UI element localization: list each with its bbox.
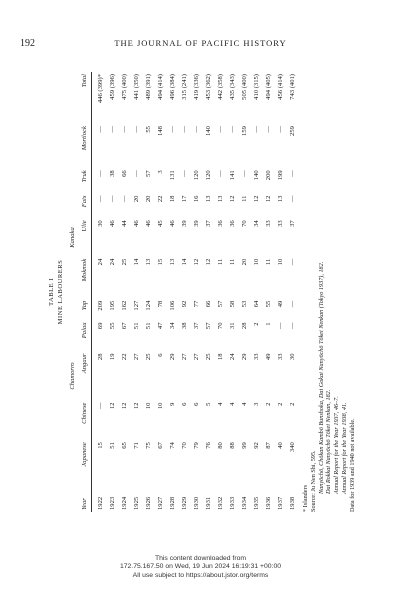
table-cell: 13 [168,258,176,266]
table-cell: 2 [288,402,296,406]
table-cell: 1934 [240,496,248,510]
table-row [239,72,251,512]
table-cell: 27 [180,353,188,361]
column-header: Japanese [80,442,88,467]
table-cell: 13 [276,195,284,203]
table-cell: 1925 [132,496,140,510]
table-cell: 69 [96,322,104,330]
table-cell: 75 [144,442,152,449]
table-cell: — [228,126,236,133]
table-cell: 33 [276,353,284,361]
table-cell: 37 [192,322,200,330]
table-cell: 9 [168,402,176,406]
table-cell: 10 [276,258,284,266]
table-cell: — [168,126,176,133]
table-cell: 49 [276,300,284,308]
table-cell: 46 [132,220,140,227]
table-cell: 46 [108,220,116,227]
table-row [203,72,215,512]
table-cell: 87 [264,442,272,449]
table-cell: 200 [264,170,272,181]
table-cell: 16 [192,195,200,203]
table-cell: 70 [240,220,248,227]
table-cell: 496 (384) [168,74,176,100]
table-cell: — [216,126,224,133]
column-header: Palau [80,322,88,339]
note-islanders: * Islanders [302,485,310,512]
table-cell: 80 [216,442,224,449]
table-row [155,72,167,512]
table-cell: 78 [156,300,164,308]
table-cell: 475 (400) [120,74,128,100]
table-cell: 99 [240,442,248,449]
table-cell: 39 [180,220,188,227]
table-cell: 11 [228,258,236,266]
table-cell: 141 [228,170,236,181]
table-cell: 51 [108,442,116,449]
table-cell: 4 [228,402,236,406]
table-cell: 70 [180,442,188,449]
table-cell: 148 [156,126,164,136]
table-cell: 459 (396) [108,74,116,100]
column-header: Ulie [80,220,88,232]
table-cell: — [252,126,260,133]
table-cell: 12 [228,195,236,203]
table-cell: 66 [204,300,212,308]
table-cell: 13 [204,195,212,203]
column-header: Fais [80,195,88,208]
table-cell: 19 [108,353,116,361]
table-row [287,72,299,512]
table-cell: 27 [192,353,200,361]
table-subtitle: MINE LABOURERS [56,259,64,325]
table-cell: 47 [156,322,164,330]
table-cell: 456 (414) [276,74,284,100]
table-cell: 1937 [276,496,284,510]
table-cell: 67 [156,442,164,449]
table-cell: — [132,170,140,177]
note-source-item: Annual Report for the Year 1938, 41. [340,402,348,494]
note-source-item: Ju Nen Shi, 595. [309,450,317,492]
table-cell: 5 [204,402,212,406]
table-cell: 38 [180,322,188,330]
table-cell: 57 [216,300,224,308]
table-cell: — [288,170,296,177]
table-cell: 12 [108,402,116,410]
table-cell: 77 [192,300,200,308]
note-source-item: Annual Report for the Year 1937, 46–7. [333,396,341,494]
table-cell: 120 [204,170,212,181]
table-cell: 46 [168,220,176,227]
note-source-item: Dai Rokkai Nanyōchō Tōkei Nenkan, 182. [325,389,333,494]
table-cell: 51 [132,322,140,330]
table-cell: — [276,126,284,133]
table-cell: 40 [276,442,284,449]
table-header [68,72,92,512]
table-cell: 18 [216,353,224,361]
table-cell: — [96,195,104,203]
table-cell: 25 [120,258,128,266]
table-cell: 12 [252,195,260,203]
table-cell: 195 [108,300,116,311]
table-cell: 15 [156,258,164,266]
table-cell: 6 [156,353,164,357]
column-header: Angaur [80,353,88,374]
jstor-footer [0,555,401,580]
table-cell: — [120,126,128,133]
table-cell: 12 [204,258,212,266]
table-cell: — [288,300,296,308]
table-cell: 33 [252,353,260,361]
table-cell: 1931 [204,496,212,510]
table-cell: 419 (336) [192,74,200,100]
table-cell: 1922 [96,496,104,510]
table-cell: 12 [120,402,128,410]
table-cell: 435 (343) [228,74,236,100]
table-cell: — [108,126,116,133]
table-cell: 340 [288,442,296,453]
table-cell: 55 [264,300,272,308]
table-cell: 10 [252,258,260,266]
table-cell: — [108,195,116,203]
table-body [92,72,300,512]
column-header-row [79,72,92,512]
table-cell: 1936 [264,496,272,510]
table-cell: 12 [264,195,272,203]
group-header-row [68,72,79,512]
table-cell: 124 [144,300,152,311]
table-cell: 2 [264,402,272,406]
table-cell: 446 (399)* [96,74,104,104]
table-cell: 2 [252,322,260,326]
table-cell: 79 [192,442,200,449]
table-cell: 36 [216,220,224,227]
note-data-availability: Data for 1939 and 1940 not available. [348,418,356,512]
table-cell: 494 (405) [264,74,272,100]
table-cell: 57 [204,322,212,330]
group-header-kanaka: Kanaka [69,227,77,248]
table-cell: 51 [144,322,152,330]
table-cell: 441 (350) [132,74,140,100]
table-row [95,72,107,512]
note-source-line [310,72,318,512]
table-cell: 20 [240,258,248,266]
table-cell: — [132,126,140,133]
table-cell: — [96,402,104,410]
table-cell: 25 [144,353,152,361]
table-cell: 24 [228,353,236,361]
table-cell: 1 [264,322,272,326]
table-cell: 159 [240,126,248,136]
table-cell: 4 [216,402,224,406]
column-header: Mokmok [80,258,88,282]
table-cell: 489 (391) [144,74,152,100]
table-cell: 18 [168,195,176,203]
table-cell: 13 [216,195,224,203]
table-cell: 505 (400) [240,74,248,100]
table-cell: — [216,170,224,177]
table-cell: — [288,195,296,203]
table-row [215,72,227,512]
table-title: TABLE I [48,277,55,307]
table-cell: 46 [144,220,152,227]
note-source-label: Source: [309,493,317,512]
table-cell: 494 (414) [156,74,164,100]
table-row [263,72,275,512]
table-cell: 45 [156,220,164,227]
table-cell: 3 [156,170,164,174]
table-cell: 34 [252,220,260,227]
table-cell: 44 [120,220,128,227]
table-cell: 6 [180,402,188,406]
table-cell: 140 [252,170,260,181]
table-cell: 442 (358) [216,74,224,100]
table-cell: 12 [192,258,200,266]
table-cell: 1929 [180,496,188,510]
table-cell: 49 [264,353,272,361]
table-row [191,72,203,512]
table-cell: 10 [144,402,152,410]
table-cell: 24 [108,258,116,266]
table-cell: 1930 [192,496,200,510]
mine-labourers-table [68,72,299,512]
table-cell: 66 [120,170,128,177]
table-cell: 55 [108,322,116,330]
table-cell: 127 [132,300,140,311]
table-cell: 29 [240,353,248,361]
table-row [179,72,191,512]
table-cell: 259 [288,126,296,136]
table-cell: 3 [252,402,260,406]
table-cell: 58 [228,300,236,308]
table-row [119,72,131,512]
table-cell: 106 [168,300,176,311]
table-cell: 6 [192,402,200,406]
table-cell: — [240,170,248,177]
table-cell: 28 [96,353,104,361]
table-cell: 70 [216,322,224,330]
table-cell: 17 [180,195,188,203]
table-row [167,72,179,512]
table-cell: 1928 [168,496,176,510]
table-cell: — [180,170,188,177]
table-cell: 37 [204,220,212,227]
table-cell: — [96,126,104,133]
table-cell: 28 [240,322,248,330]
table-cell: 71 [132,442,140,449]
column-header: Truk [80,170,88,183]
table-cell: 25 [204,353,212,361]
table-cell: 24 [96,258,104,266]
column-header: Chinese [80,402,88,424]
table-cell: 1923 [108,496,116,510]
table-cell: 27 [132,353,140,361]
footer-line: This content downloaded from [154,555,247,562]
table-row [107,72,119,512]
table-cell: — [264,126,272,133]
table-cell: — [288,258,296,266]
table-cell: 39 [192,220,200,227]
table-cell: 743 (401) [288,74,296,100]
table-cell: — [288,322,296,330]
footer-line: All use subject to https://about.jstor.org/terms [132,571,269,579]
table-cell: 1924 [120,496,128,510]
table-cell: 38 [108,170,116,177]
table-cell: 29 [168,353,176,361]
table-cell: 57 [144,170,152,177]
column-header: Year [80,498,88,510]
table-cell: 37 [288,220,296,227]
column-header: Mortlock [80,126,88,151]
table-cell: 14 [180,258,188,266]
table-cell: 4 [240,402,248,406]
table-cell: — [96,170,104,177]
table-cell: 1933 [228,496,236,510]
table-cell: 410 (315) [252,74,260,100]
table-cell: 199 [276,170,284,181]
rotated-table-block [49,72,367,512]
table-cell: 315 (241) [180,74,188,100]
table-cell: 131 [168,170,176,181]
table-cell: 22 [120,353,128,361]
table-cell: 11 [216,258,224,266]
table-cell: 31 [228,322,236,330]
table-cell: — [276,322,284,330]
page-number: 192 [20,38,35,49]
table-cell: 65 [120,442,128,449]
table-cell: 162 [120,300,128,311]
table-cell: 453 (362) [204,74,212,100]
table-cell: 1938 [288,496,296,510]
table-cell: 209 [96,300,104,311]
table-cell: 34 [168,322,176,330]
table-cell: 30 [288,353,296,361]
table-cell: 64 [252,300,260,308]
table-cell: — [120,195,128,203]
table-cell: 76 [204,442,212,449]
table-cell: 92 [180,300,188,308]
table-cell: 20 [132,195,140,203]
table-cell: 74 [168,442,176,449]
table-cell: 22 [156,195,164,203]
table-cell: 88 [228,442,236,449]
table-cell: 33 [276,220,284,227]
table-cell: 33 [264,220,272,227]
table-notes [302,72,356,512]
running-head: THE JOURNAL OF PACIFIC HISTORY [114,38,287,48]
table-cell: 2 [276,402,284,406]
table-row [143,72,155,512]
table-cell: 11 [240,195,248,202]
table-row [275,72,287,512]
table-cell: 1926 [144,496,152,510]
table-row [251,72,263,512]
column-header: Yap [80,300,88,311]
table-cell: 53 [240,300,248,308]
column-header: Total [80,74,88,88]
table-cell: 1927 [156,496,164,510]
table-cell: 15 [96,442,104,449]
table-cell: 13 [144,258,152,266]
table-cell: 55 [144,126,152,133]
table-cell: 92 [252,442,260,449]
table-cell: 67 [120,322,128,330]
table-cell: 11 [264,258,272,266]
note-source-item: Nanyōchō, Chōkan Kambō Bunshoka, Dai Gokai Nanyōchō Tōkei Nenkan (Tokyo 1937), 182. [317,261,325,494]
table-cell: 140 [204,126,212,136]
table-cell: 36 [228,220,236,227]
table-row [227,72,239,512]
table-cell: 12 [132,402,140,410]
table-cell: 10 [156,402,164,410]
table-cell: 20 [144,195,152,203]
footer-line: 172.75.167.50 on Wed, 19 Jun 2024 16:19:31 +00:00 [119,563,282,571]
table-cell: 14 [132,258,140,266]
table-cell: 120 [192,170,200,181]
table-cell: — [180,126,188,133]
table-cell: — [192,126,200,133]
table-cell: 1932 [216,496,224,510]
table-cell: 1935 [252,496,260,510]
group-header-chamorro: Chamorro [69,362,77,390]
table-cell: 30 [96,220,104,227]
table-row [131,72,143,512]
